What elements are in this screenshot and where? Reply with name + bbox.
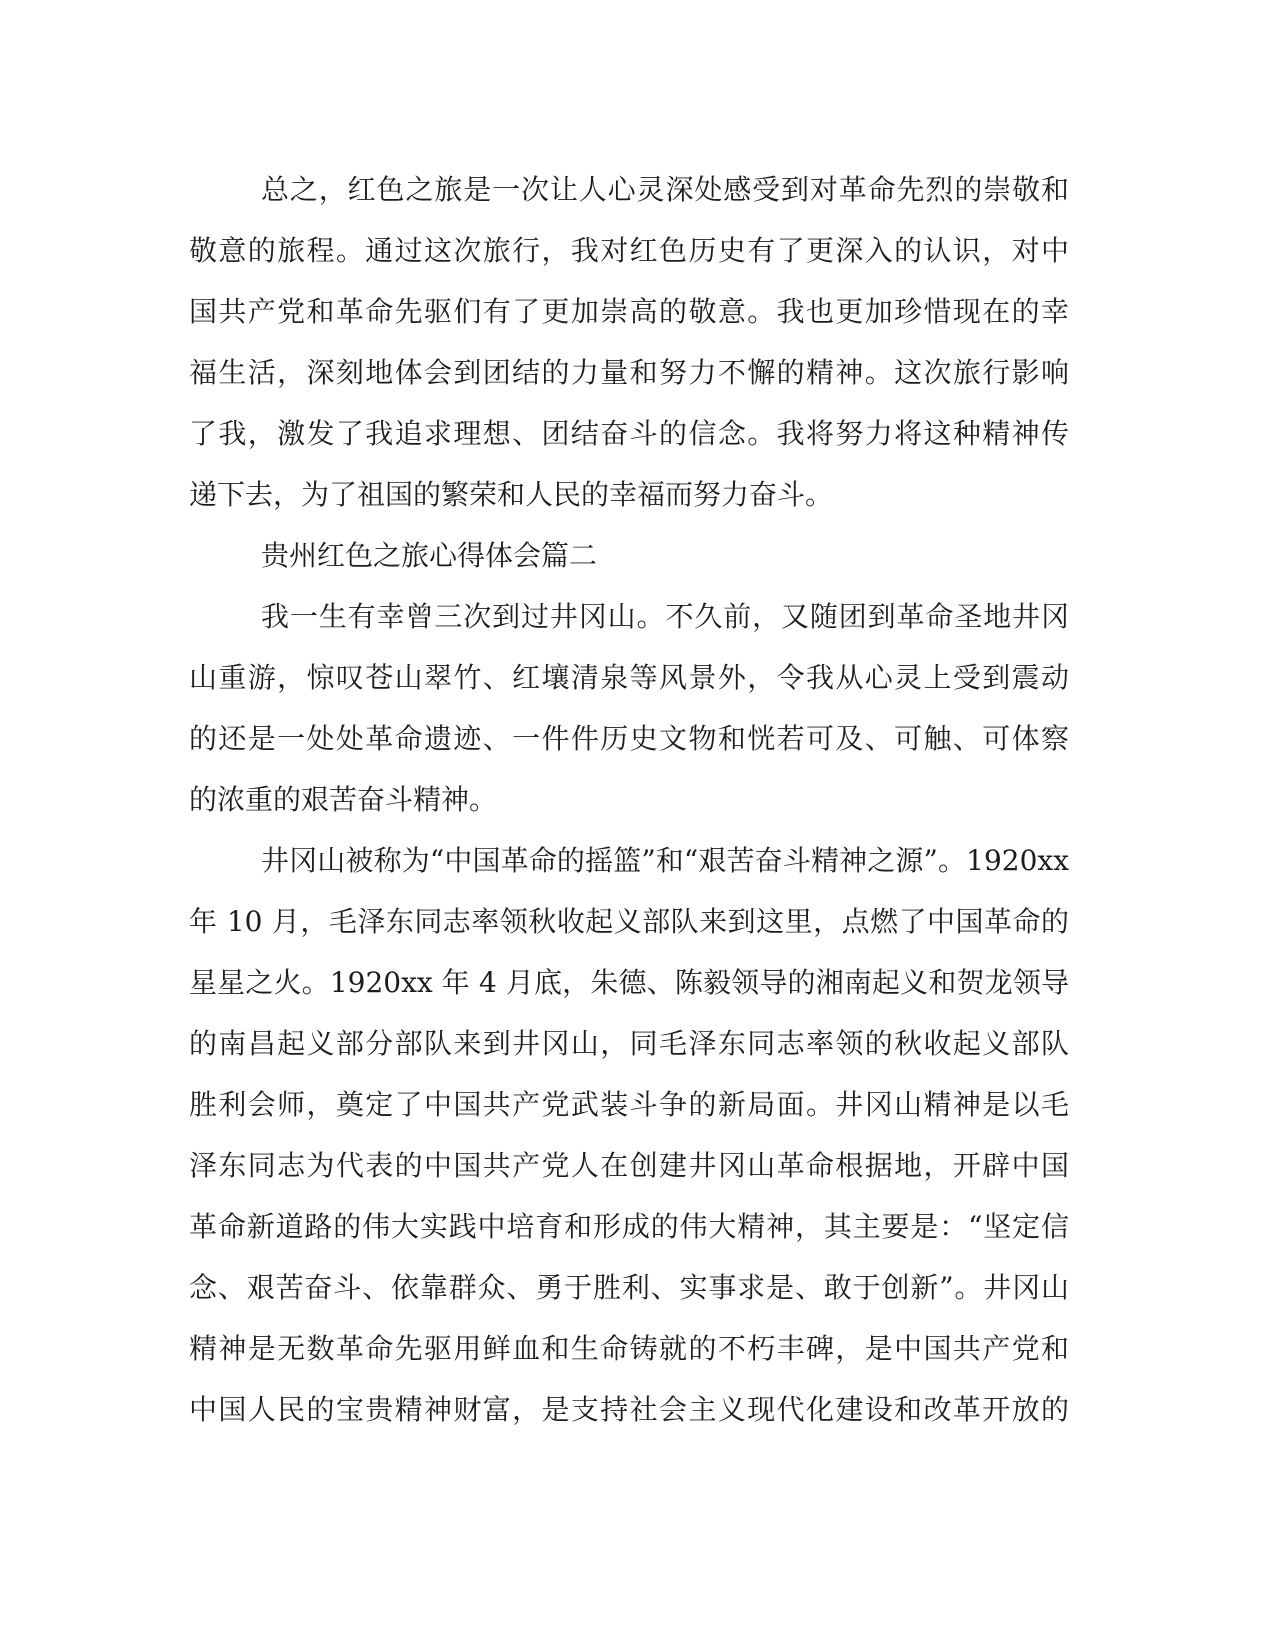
text-line: 井冈山被称为“中国革命的摇篮”和“艰苦奋斗精神之源”。1920xx: [261, 844, 1069, 877]
paragraph-2: [189, 586, 1069, 830]
text-line: 了我，激发了我追求理想、团结奋斗的信念。我将努力将这种精神传: [189, 417, 1069, 450]
text-line: 星星之火。1920xx 年 4 月底，朱德、陈毅领导的湘南起义和贺龙领导: [189, 966, 1069, 999]
document-body: [189, 159, 1069, 1440]
section-heading: [189, 525, 1069, 586]
heading-text: 贵州红色之旅心得体会篇二: [261, 539, 598, 572]
text-line: 中国人民的宝贵精神财富，是支持社会主义现代化建设和改革开放的: [189, 1393, 1069, 1426]
paragraph-3: [189, 830, 1069, 1440]
text-line: 胜利会师，奠定了中国共产党武装斗争的新局面。井冈山精神是以毛: [189, 1088, 1069, 1121]
text-line: 念、艰苦奋斗、依靠群众、勇于胜利、实事求是、敢于创新”。井冈山: [189, 1271, 1069, 1304]
text-line: 总之，红色之旅是一次让人心灵深处感受到对革命先烈的崇敬和: [261, 173, 1069, 206]
text-line: 泽东同志为代表的中国共产党人在创建井冈山革命根据地，开辟中国: [189, 1149, 1069, 1182]
text-line: 年 10 月，毛泽东同志率领秋收起义部队来到这里，点燃了中国革命的: [189, 905, 1069, 938]
text-line: 递下去，为了祖国的繁荣和人民的幸福而努力奋斗。: [189, 478, 834, 511]
text-line: 福生活，深刻地体会到团结的力量和努力不懈的精神。这次旅行影响: [189, 356, 1069, 389]
text-line: 国共产党和革命先驱们有了更加崇高的敬意。我也更加珍惜现在的幸: [189, 295, 1069, 328]
text-line: 革命新道路的伟大实践中培育和形成的伟大精神，其主要是：“坚定信: [189, 1210, 1069, 1243]
paragraph-1: [189, 159, 1069, 525]
text-line: 的还是一处处革命遗迹、一件件历史文物和恍若可及、可触、可体察: [189, 722, 1069, 755]
text-line: 的南昌起义部分部队来到井冈山，同毛泽东同志率领的秋收起义部队: [189, 1027, 1069, 1060]
text-line: 敬意的旅程。通过这次旅行，我对红色历史有了更深入的认识，对中: [189, 234, 1069, 267]
text-line: 精神是无数革命先驱用鲜血和生命铸就的不朽丰碑，是中国共产党和: [189, 1332, 1069, 1365]
text-line: 我一生有幸曾三次到过井冈山。不久前，又随团到革命圣地井冈: [261, 600, 1069, 633]
text-line: 山重游，惊叹苍山翠竹、红壤清泉等风景外，令我从心灵上受到震动: [189, 661, 1069, 694]
text-line: 的浓重的艰苦奋斗精神。: [189, 783, 498, 816]
